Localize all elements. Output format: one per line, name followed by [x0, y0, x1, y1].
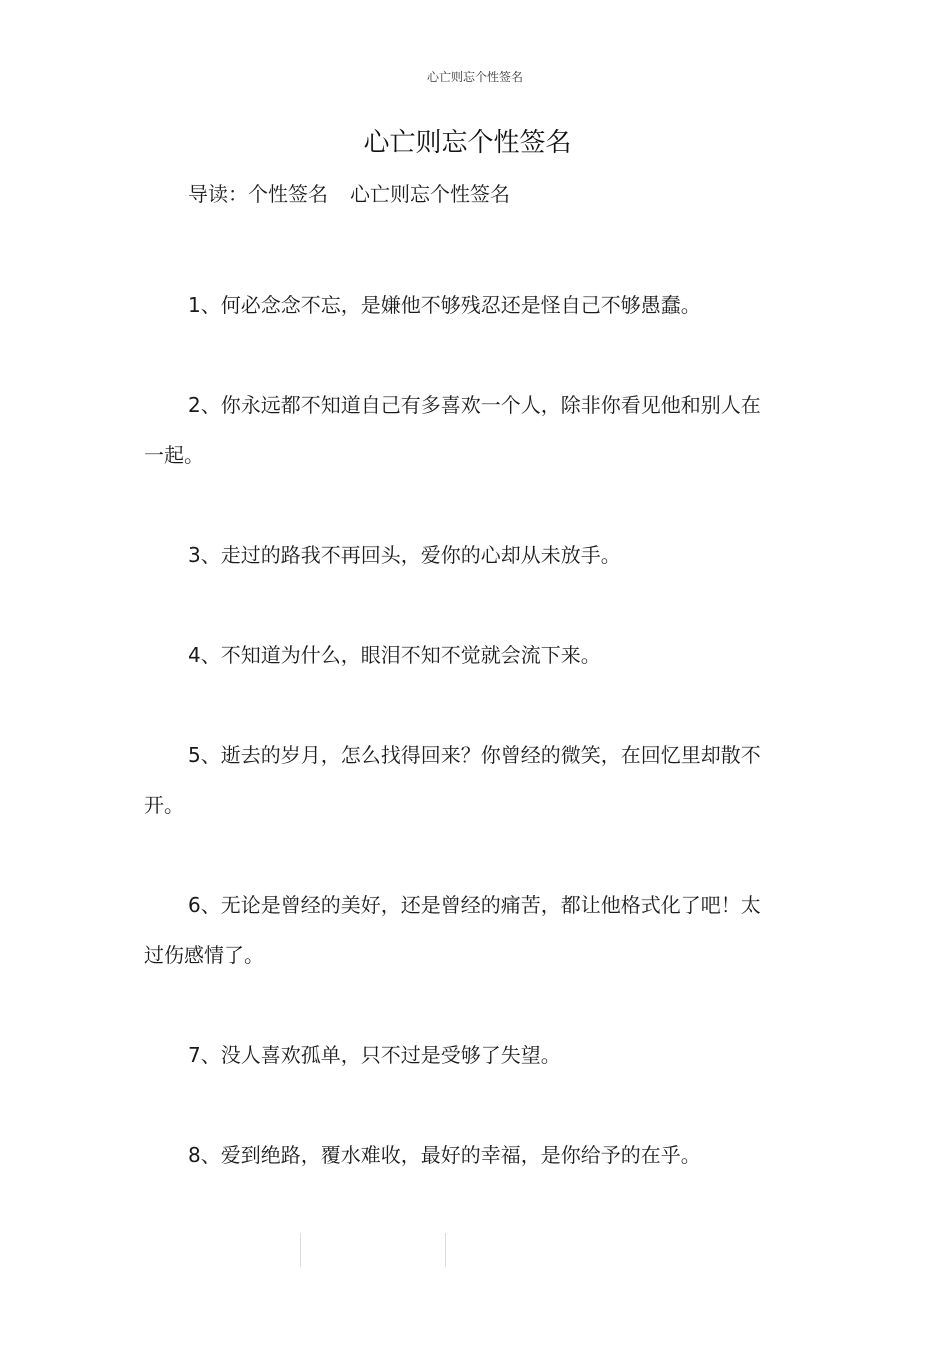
list-item: 8、爱到绝路，覆水难收，最好的幸福，是你给予的在乎。	[188, 1143, 701, 1167]
footer-divider-left	[300, 1233, 301, 1267]
document-title: 心亡则忘个性签名	[363, 128, 572, 158]
list-item: 5、逝去的岁月，怎么找得回来？你曾经的微笑，在回忆里却散不开。	[144, 743, 761, 817]
list-item: 1、何必念念不忘，是嫌他不够残忍还是怪自己不够愚蠢。	[188, 293, 701, 317]
list-item: 7、没人喜欢孤单，只不过是受够了失望。	[188, 1043, 561, 1067]
intro-category: 个性签名	[248, 182, 328, 206]
signature-list	[144, 280, 774, 1230]
list-item: 4、不知道为什么，眼泪不知不觉就会流下来。	[188, 643, 601, 667]
intro-line	[188, 178, 510, 207]
intro-topic: 心亡则忘个性签名	[350, 182, 510, 206]
list-item: 2、你永远都不知道自己有多喜欢一个人，除非你看见他和别人在一起。	[144, 393, 761, 467]
running-header: 心亡则忘个性签名	[426, 70, 523, 84]
list-item: 6、无论是曾经的美好，还是曾经的痛苦，都让他格式化了吧！太过伤感情了。	[144, 893, 761, 967]
footer-divider-right	[445, 1233, 446, 1267]
list-item: 3、走过的路我不再回头，爱你的心却从未放手。	[188, 543, 621, 567]
intro-label: 导读：	[188, 182, 248, 206]
